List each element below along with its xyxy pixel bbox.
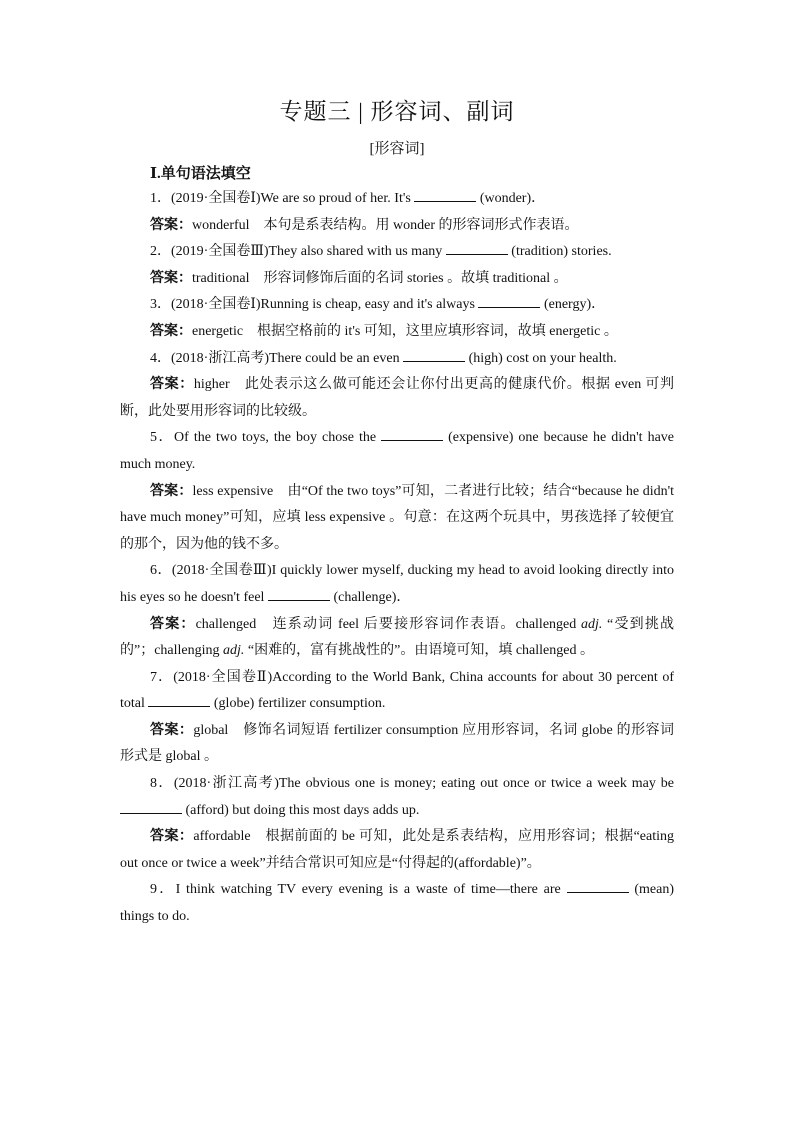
question-5: 5．Of the two toys, the boy chose the (expensive) one because he didn't have much money.: [120, 430, 675, 472]
question-6: 6．(2018·全国卷Ⅲ)I quickly lower myself, ducking my head to avoid looking directly into his eyes so he doesn't feel (challenge)．: [120, 563, 674, 605]
answer-4: 答案：higher 此处表示这么做可能还会让你付出更高的健康代价。根据 even 可判断，此处要用形容词的比较级。: [120, 377, 674, 419]
answer-blank: [381, 428, 443, 441]
answer-label: 答案：: [150, 483, 193, 499]
answer-label: 答案：: [150, 377, 194, 393]
exercise-list: [120, 186, 674, 931]
section-heading: Ⅰ.单句语法填空: [150, 166, 251, 182]
answer-1: 答案：wonderful 本句是系表结构。用 wonder 的形容词形式作表语。: [150, 217, 579, 233]
question-1: 1．(2019·全国卷Ⅰ)We are so proud of her. It's (wonder)．: [150, 191, 546, 206]
answer-blank: [268, 588, 330, 601]
question-8: 8．(2018·浙江高考)The obvious one is money; eating out once or twice a week may be (afford) but doing this most days adds up.: [120, 771, 674, 824]
answer-blank: [148, 694, 210, 707]
answer-label: 答案：: [150, 217, 192, 233]
answer-blank: [478, 295, 540, 308]
question-2: 2．(2019·全国卷Ⅲ)They also shared with us many (tradition) stories.: [150, 244, 612, 260]
answer-blank: [446, 242, 508, 255]
answer-blank: [414, 189, 476, 202]
page-title: 专题三 | 形容词、副词: [279, 99, 515, 124]
question-4: 4．(2018·浙江高考)There could be an even (high) cost on your health.: [150, 350, 617, 366]
answer-label: 答案：: [150, 722, 194, 738]
answer-5: 答案：less expensive 由“Of the two toys”可知，二者进行比较；结合“because he didn't have much money”可知，应填 less expensive 。句意：在这两个玩具中，男孩选择了较便宜的那个，因为他的钱不多。: [120, 483, 675, 552]
answer-2: 答案：traditional 形容词修饰后面的名词 stories 。故填 traditional 。: [150, 270, 568, 286]
answer-blank: [567, 880, 629, 893]
page-subtitle: [形容词]: [369, 141, 425, 157]
answer-blank: [120, 801, 182, 814]
answer-6: 答案：challenged 连系动词 feel 后要接形容词作表语。challenged adj. “受到挑战的”；challenging adj. “困难的，富有挑战性的”。由语境可知，填 challenged 。: [120, 616, 675, 659]
answer-label: 答案：: [150, 323, 192, 339]
question-7: 7．(2018·全国卷Ⅱ)According to the World Bank, China accounts for about 30 percent of total (globe) fertilizer consumption.: [120, 669, 674, 712]
question-9: 9．I think watching TV every evening is a waste of time—there are (mean) things to do.: [120, 882, 674, 925]
answer-label: 答案：: [150, 616, 196, 632]
answer-3: 答案：energetic 根据空格前的 it's 可知，这里应填形容词，故填 energetic 。: [150, 323, 618, 339]
answer-7: 答案：global 修饰名词短语 fertilizer consumption 应用形容词，名词 globe 的形容词形式是 global 。: [120, 722, 674, 765]
answer-blank: [403, 349, 465, 362]
answer-label: 答案：: [150, 829, 194, 845]
answer-label: 答案：: [150, 270, 192, 286]
question-3: 3．(2018·全国卷Ⅰ)Running is cheap, easy and it's always (energy)．: [150, 297, 606, 313]
answer-8: 答案：affordable 根据前面的 be 可知，此处是系表结构，应用形容词；根据“eating out once or twice a week”并结合常识可知应是“付得起的(affordable)”。: [120, 829, 675, 871]
